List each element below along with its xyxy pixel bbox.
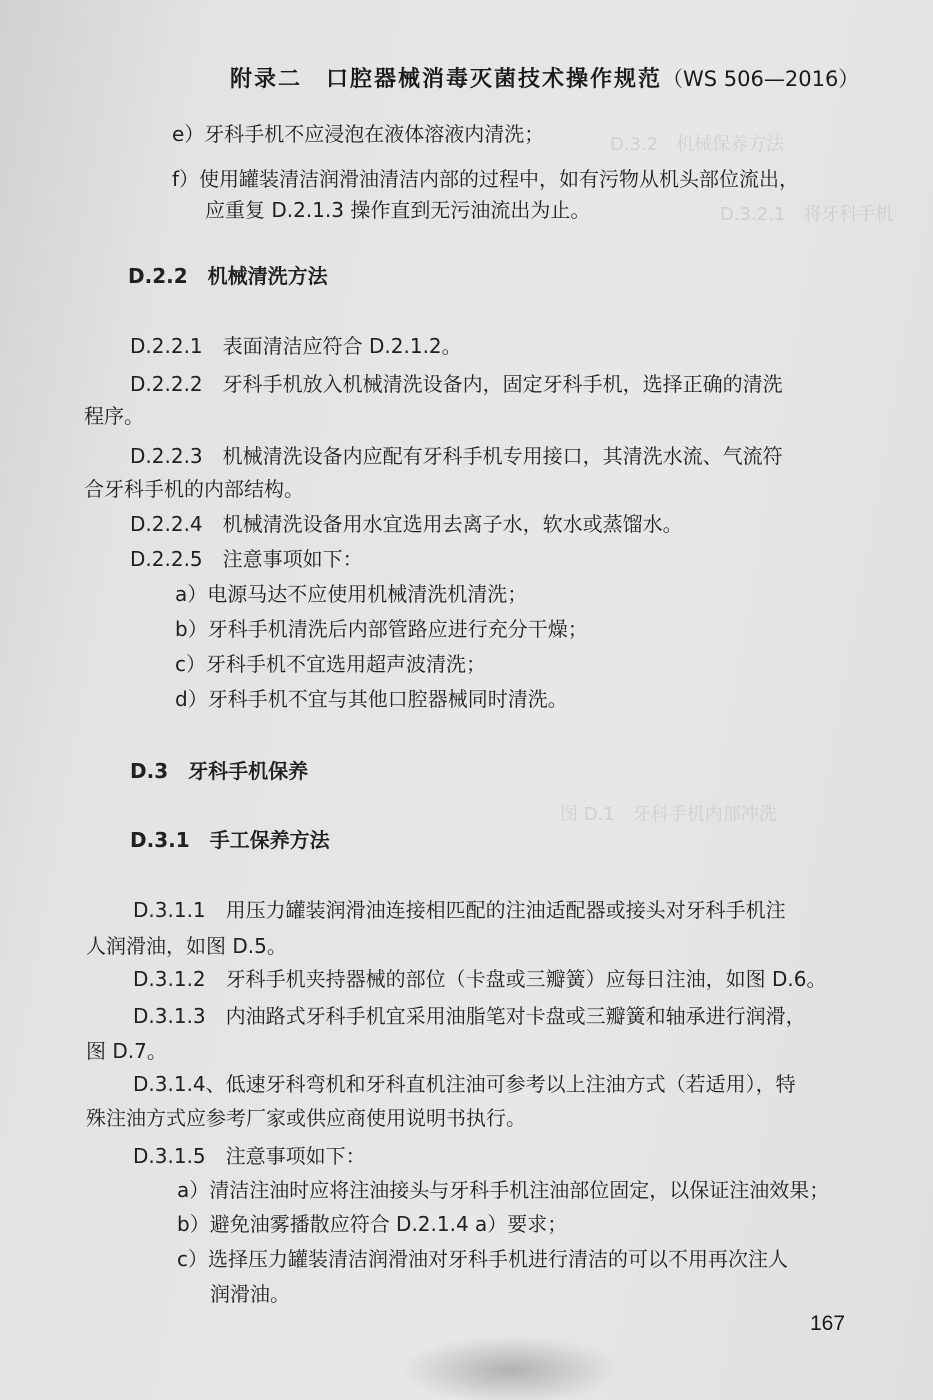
paragraph-line: D.3.1.5 注意事项如下：	[133, 1144, 366, 1168]
list-item: c）牙科手机不宜选用超声波清洗；	[175, 652, 486, 676]
paragraph-line: 殊注油方式应参考厂家或供应商使用说明书执行。	[86, 1106, 526, 1130]
bleed-through-text: D.3.2.1 将牙科手机	[720, 204, 894, 225]
list-item: a）电源马达不应使用机械清洗机清洗；	[175, 582, 528, 606]
paragraph-line: D.3.1.4、低速牙科弯机和牙科直机注油可参考以上注油方式（若适用），特	[133, 1072, 796, 1096]
section-heading: D.3 牙科手机保养	[130, 759, 309, 783]
bleed-through-text: D.3.2 机械保养方法	[610, 134, 785, 155]
paragraph-line: D.2.2.5 注意事项如下：	[130, 547, 363, 571]
running-header	[230, 62, 870, 93]
list-item: a）清洁注油时应将注油接头与牙科手机注油部位固定，以保证注油效果；	[177, 1178, 830, 1202]
header-title: 附录二 口腔器械消毒灭菌技术操作规范	[230, 67, 663, 92]
paragraph-line: 合牙科手机的内部结构。	[84, 477, 304, 501]
paragraph-line: D.3.1.2 牙科手机夹持器械的部位（卡盘或三瓣簧）应每日注油，如图 D.6。	[133, 967, 827, 991]
list-item-continuation: 润滑油。	[210, 1282, 290, 1306]
paragraph-line: D.2.2.3 机械清洗设备内应配有牙科手机专用接口，其清洗水流、气流符	[130, 444, 783, 468]
paragraph-line: D.2.2.2 牙科手机放入机械清洗设备内，固定牙科手机，选择正确的清洗	[130, 372, 783, 396]
page-number: 167	[810, 1312, 846, 1335]
paragraph-line: D.3.1.1 用压力罐装润滑油连接相匹配的注油适配器或接头对牙科手机注	[133, 898, 786, 922]
paragraph-line: 人润滑油，如图 D.5。	[86, 934, 287, 958]
list-item: b）避免油雾播散应符合 D.2.1.4 a）要求；	[177, 1212, 568, 1236]
list-item: f）使用罐装清洁润滑油清洁内部的过程中，如有污物从机头部位流出，	[172, 167, 800, 191]
paragraph-line: D.2.2.4 机械清洗设备用水宜选用去离子水，软水或蒸馏水。	[130, 512, 683, 536]
list-item: e）牙科手机不应浸泡在液体溶液内清洗；	[172, 122, 545, 146]
list-item: b）牙科手机清洗后内部管路应进行充分干燥；	[175, 617, 588, 641]
finger-shadow	[400, 1335, 620, 1400]
header-standard-code: （WS 506—2016）	[662, 67, 860, 91]
section-heading: D.2.2 机械清洗方法	[128, 264, 328, 288]
paragraph-line: D.2.2.1 表面清洁应符合 D.2.1.2。	[130, 334, 462, 358]
list-item-continuation: 应重复 D.2.1.3 操作直到无污油流出为止。	[205, 198, 591, 222]
paragraph-line: 程序。	[84, 404, 144, 428]
bleed-through-text: 图 D.1 牙科手机内部冲洗	[560, 804, 777, 825]
section-heading: D.3.1 手工保养方法	[130, 828, 330, 852]
list-item: d）牙科手机不宜与其他口腔器械同时清洗。	[175, 687, 568, 711]
list-item: c）选择压力罐装清洁润滑油对牙科手机进行清洁的可以不用再次注人	[177, 1247, 788, 1271]
paragraph-line: 图 D.7。	[86, 1039, 167, 1063]
paragraph-line: D.3.1.3 内油路式牙科手机宜采用油脂笔对卡盘或三瓣簧和轴承进行润滑，	[133, 1004, 806, 1028]
